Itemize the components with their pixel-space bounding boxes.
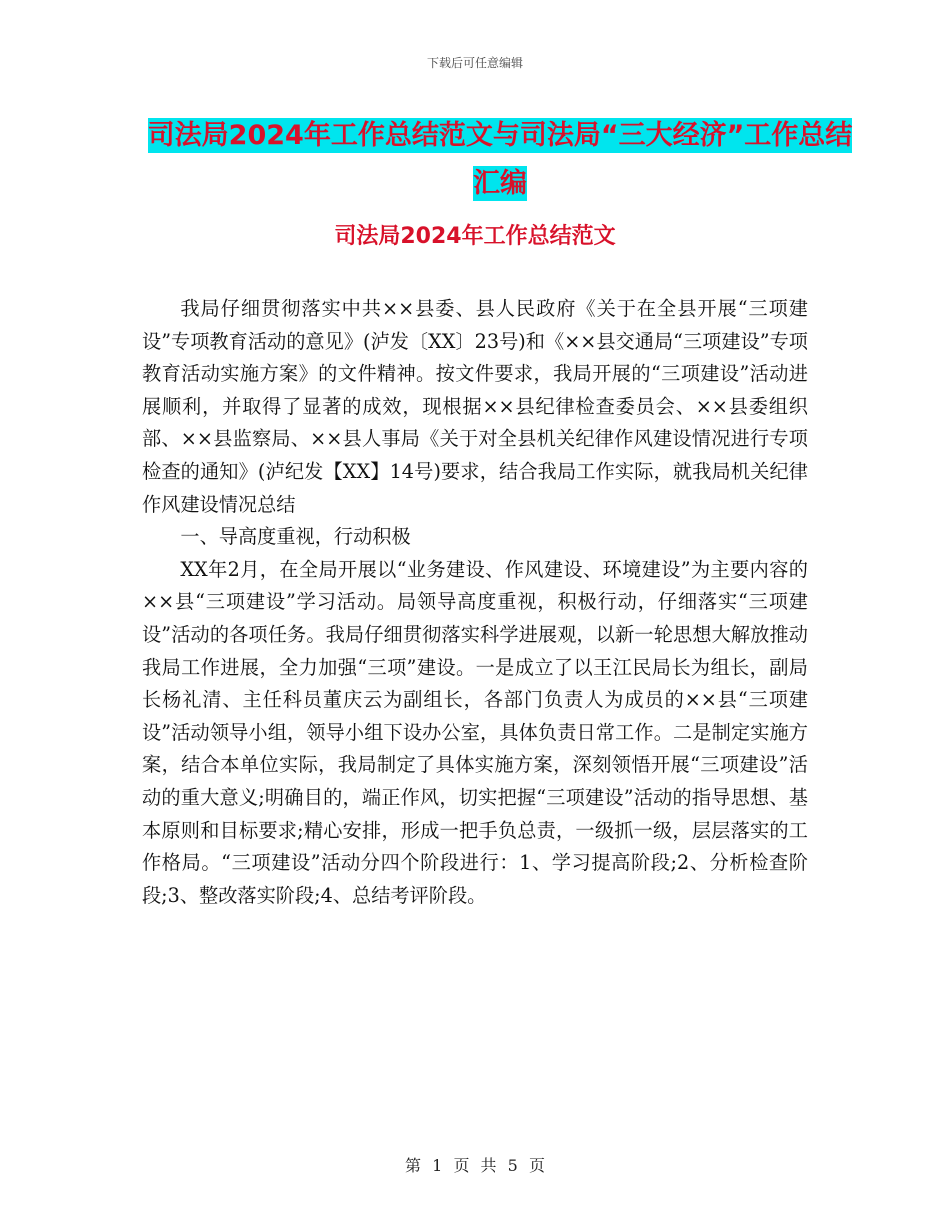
header-note: 下载后可任意编辑: [426, 56, 523, 70]
document-title-text: 司法局2024年工作总结范文与司法局“三大经济”工作总结汇编: [147, 120, 853, 199]
page-label-suffix: 页: [528, 1156, 545, 1175]
page-label-prefix: 第: [405, 1156, 422, 1175]
page-number: 1: [432, 1156, 443, 1175]
total-pages: 5: [507, 1156, 518, 1175]
paragraph-details: XX年2月，在全局开展以“业务建设、作风建设、环境建设”为主要内容的××县“三项建设”学习活动。局领导高度重视，积极行动，仔细落实“三项建设”活动的各项任务。我局仔细贯彻落实科学进展观，以新一轮思想大解放推动我局工作进展，全力加强“三项”建设。一是成立了以王江民局长为组长，副局长杨礼清、主任科员董庆云为副组长，各部门负责人为成员的××县“三项建设”活动领导小组，领导小组下设办公室，具体负责日常工作。二是制定实施方案，结合本单位实际，我局制定了具体实施方案，深刻领悟开展“三项建设”活动的重大意义;明确目的，端正作风，切实把握“三项建设”活动的指导思想、基本原则和目标要求;精心安排，形成一把手负总责，一级抓一级，层层落实的工作格局。“三项建设”活动分四个阶段进行：1、学习提高阶段;2、分析检查阶段;3、整改落实阶段;4、总结考评阶段。: [142, 557, 808, 907]
page-footer: [0, 1153, 950, 1176]
total-label: 共: [480, 1156, 497, 1175]
paragraph-intro: 我局仔细贯彻落实中共××县委、县人民政府《关于在全县开展“三项建设”专项教育活动的意见》(泸发〔XX〕23号)和《××县交通局“三项建设”专项教育活动实施方案》的文件精神。按文件要求，我局开展的“三项建设”活动进展顺利，并取得了显著的成效，现根据××县纪律检查委员会、××县委组织部、××县监察局、××县人事局《关于对全县机关纪律作风建设情况进行专项检查的通知》(泸纪发【XX】14号)要求，结合我局工作实际，就我局机关纪律作风建设情况总结: [142, 297, 808, 516]
section-title: 司法局2024年工作总结范文: [334, 224, 616, 249]
page-label-mid: 页: [453, 1156, 470, 1175]
document-body: [142, 293, 808, 912]
paragraph-heading-1: 一、导高度重视，行动积极: [180, 525, 411, 549]
document-title: [140, 112, 860, 208]
